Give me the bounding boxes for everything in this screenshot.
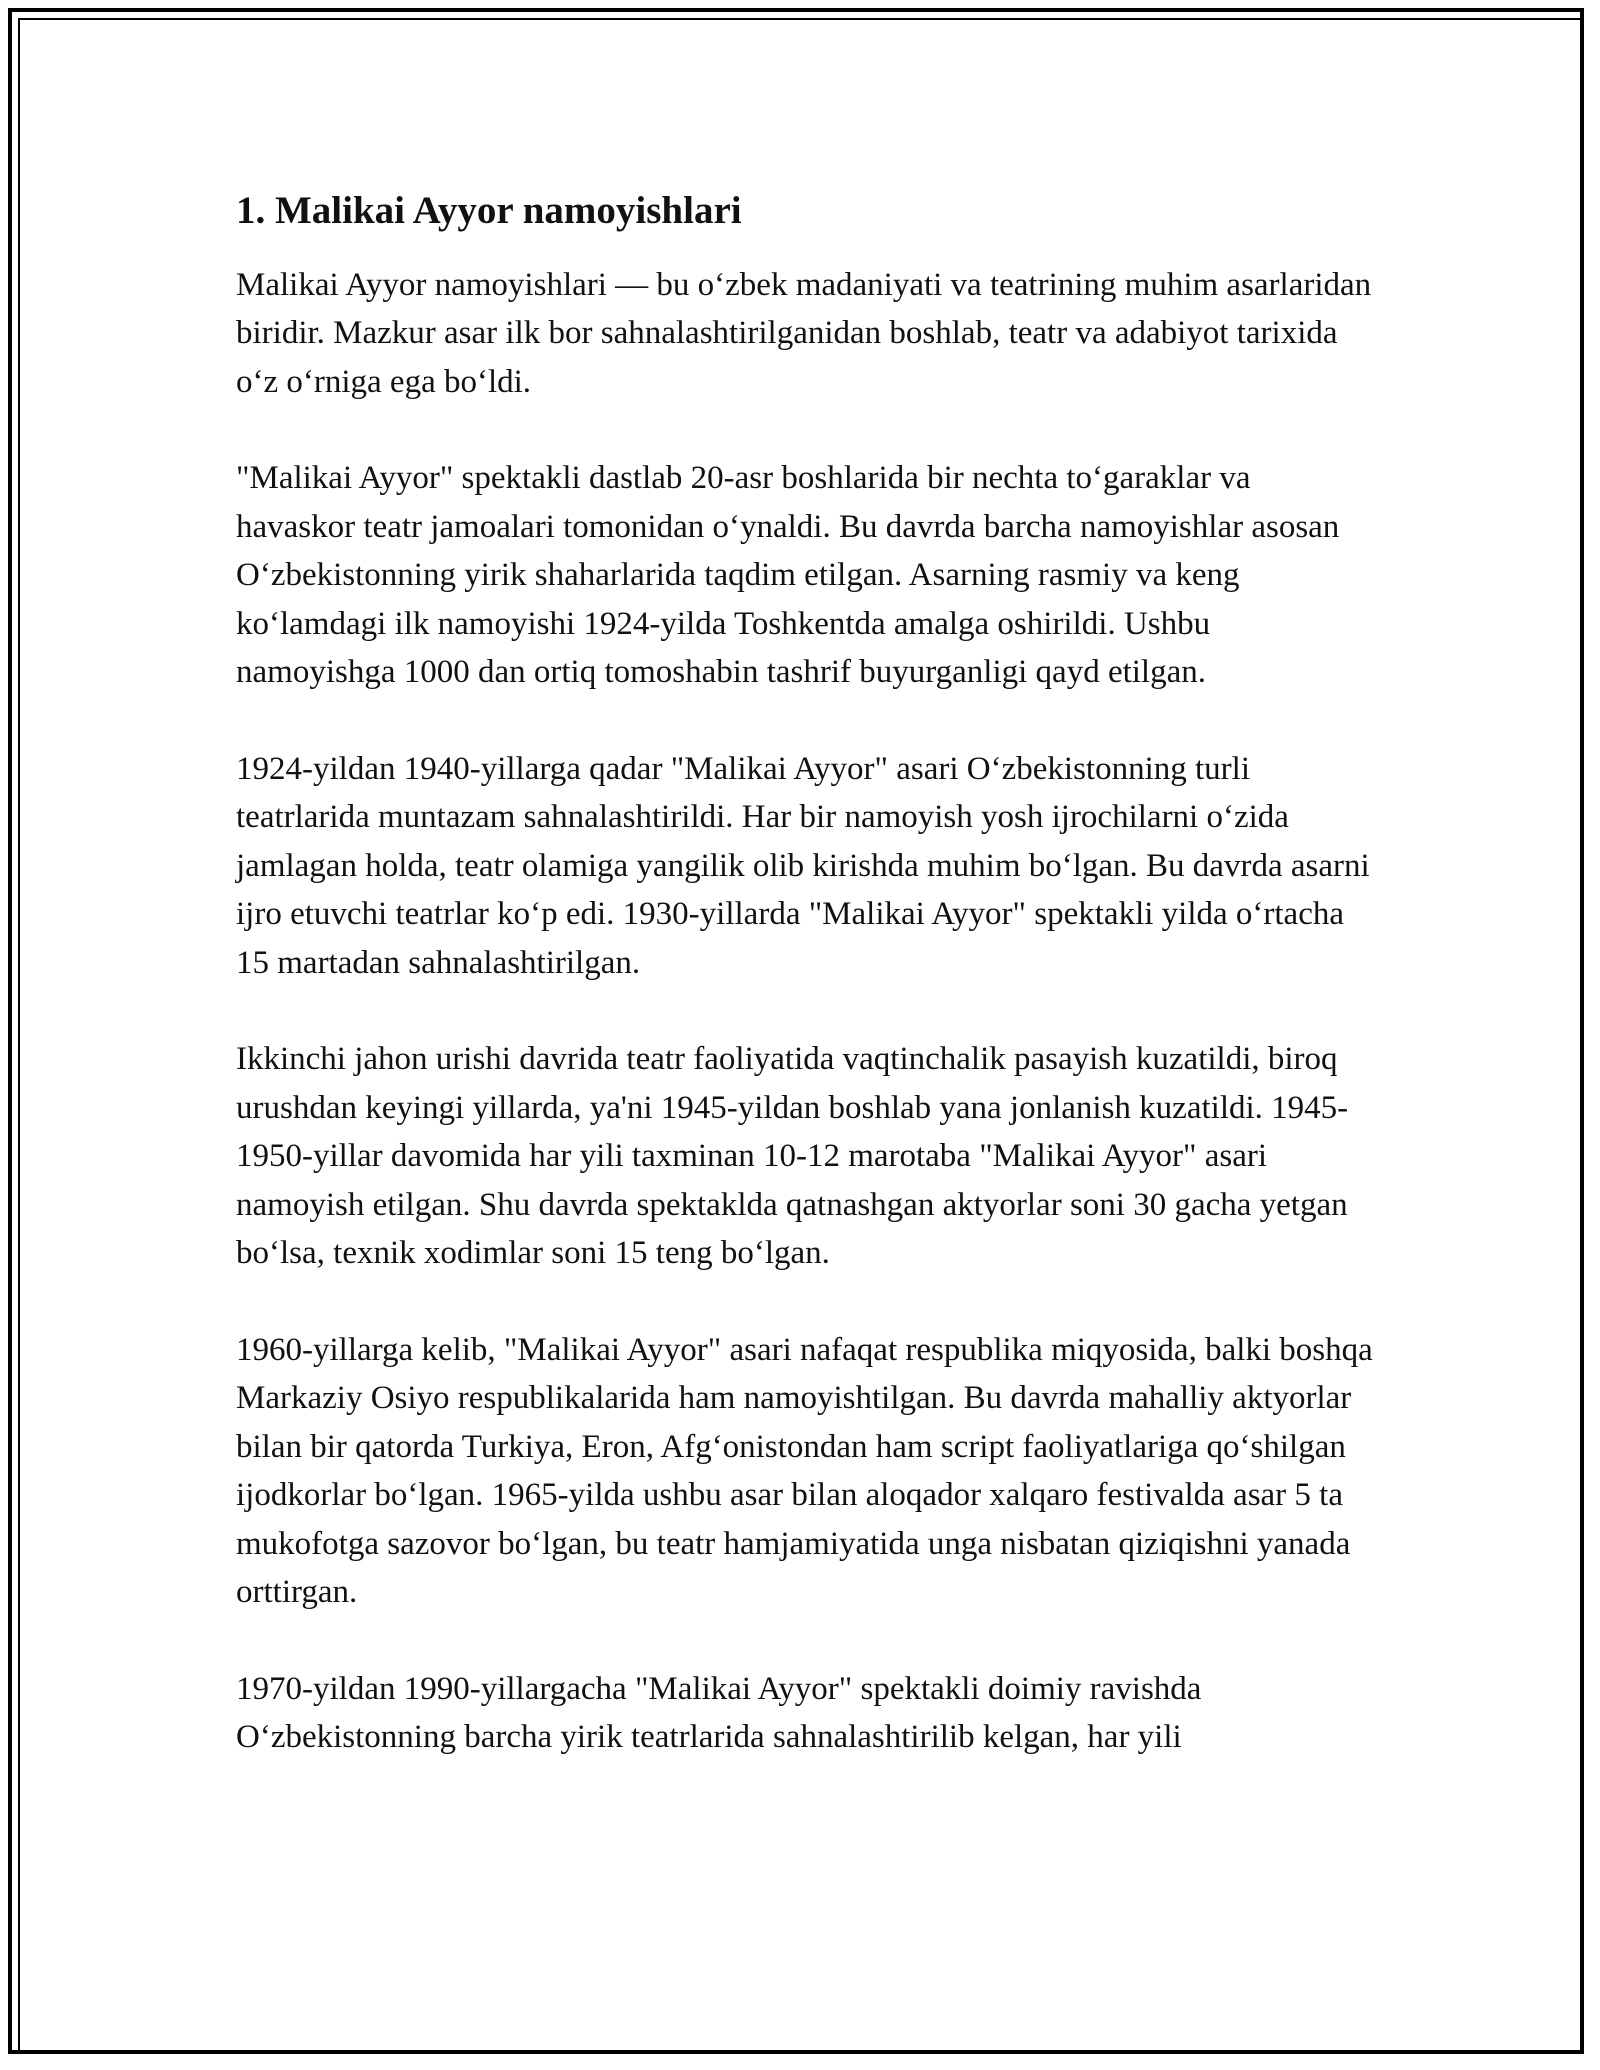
paragraph-1924-1940: 1924-yildan 1940-yillarga qadar "Malikai Ayyor" asari O‘zbekistonning turli teatrlarida muntazam sahnalashtirildi. Har bir namoyish yosh ijrochilarni o‘zida jamlagan holda, teatr olamiga yangilik olib kirishda muhim bo‘lgan. Bu davrda asarni ijro etuvchi teatrlar ko‘p edi. 1930-yillarda "Malikai Ayyor" spektakli yilda o‘rtacha 15 martadan sahnalashtirilgan. xyxy=(236,750,1370,981)
paragraph-1970-1990: 1970-yildan 1990-yillargacha "Malikai Ayyor" spektakli doimiy ravishda O‘zbekistonning barcha yirik teatrlarida sahnalashtirilib kelgan, har yili xyxy=(236,1670,1202,1756)
paragraph-early-history: "Malikai Ayyor" spektakli dastlab 20-asr boshlarida bir nechta to‘garaklar va havaskor teatr jamoalari tomonidan o‘ynaldi. Bu davrda barcha namoyishlar asosan O‘zbekistonning yirik shaharlarida taqdim etilgan. Asarning rasmiy va keng ko‘lamdagi ilk namoyishi 1924-yilda Toshkentda amalga oshirildi. Ushbu namoyishga 1000 dan ortiq tomoshabin tashrif buyurganligi qayd etilgan. xyxy=(236,460,1340,691)
document-body xyxy=(236,186,1376,1810)
paragraph-intro: Malikai Ayyor namoyishlari — bu o‘zbek madaniyati va teatrining muhim asarlaridan biridir. Mazkur asar ilk bor sahnalashtirilganidan boshlab, teatr va adabiyot tarixida o‘z o‘rniga ega bo‘ldi. xyxy=(236,266,1372,400)
section-heading: 1. Malikai Ayyor namoyishlari xyxy=(236,189,742,232)
paragraph-postwar: Ikkinchi jahon urishi davrida teatr faoliyatida vaqtinchalik pasayish kuzatildi, biroq urushdan keyingi yillarda, ya'ni 1945-yildan boshlab yana jonlanish kuzatildi. 1945-1950-yillar davomida har yili taxminan 10-12 marotaba "Malikai Ayyor" asari namoyish etilgan. Shu davrda spektakldа qatnashgan aktyorlar soni 30 gacha yetgan bo‘lsa, texnik xodimlar soni 15 teng bo‘lgan. xyxy=(236,1041,1349,1272)
paragraph-1960s: 1960-yillarga kelib, "Malikai Ayyor" asari nafaqat respublika miqyosida, balki boshqa Markaziy Osiyo respublikalarida ham namoyishtilgan. Bu davrda mahalliy aktyorlar bilan bir qatorda Turkiya, Eron, Afg‘onistondan ham script faoliyatlariga qo‘shilgan ijodkorlar bo‘lgan. 1965-yilda ushbu asar bilan aloqador xalqaro festivalda asar 5 ta mukofotga sazovor bo‘lgan, bu teatr hamjamiyatida unga nisbatan qiziqishni yanada orttirgan. xyxy=(236,1331,1373,1611)
